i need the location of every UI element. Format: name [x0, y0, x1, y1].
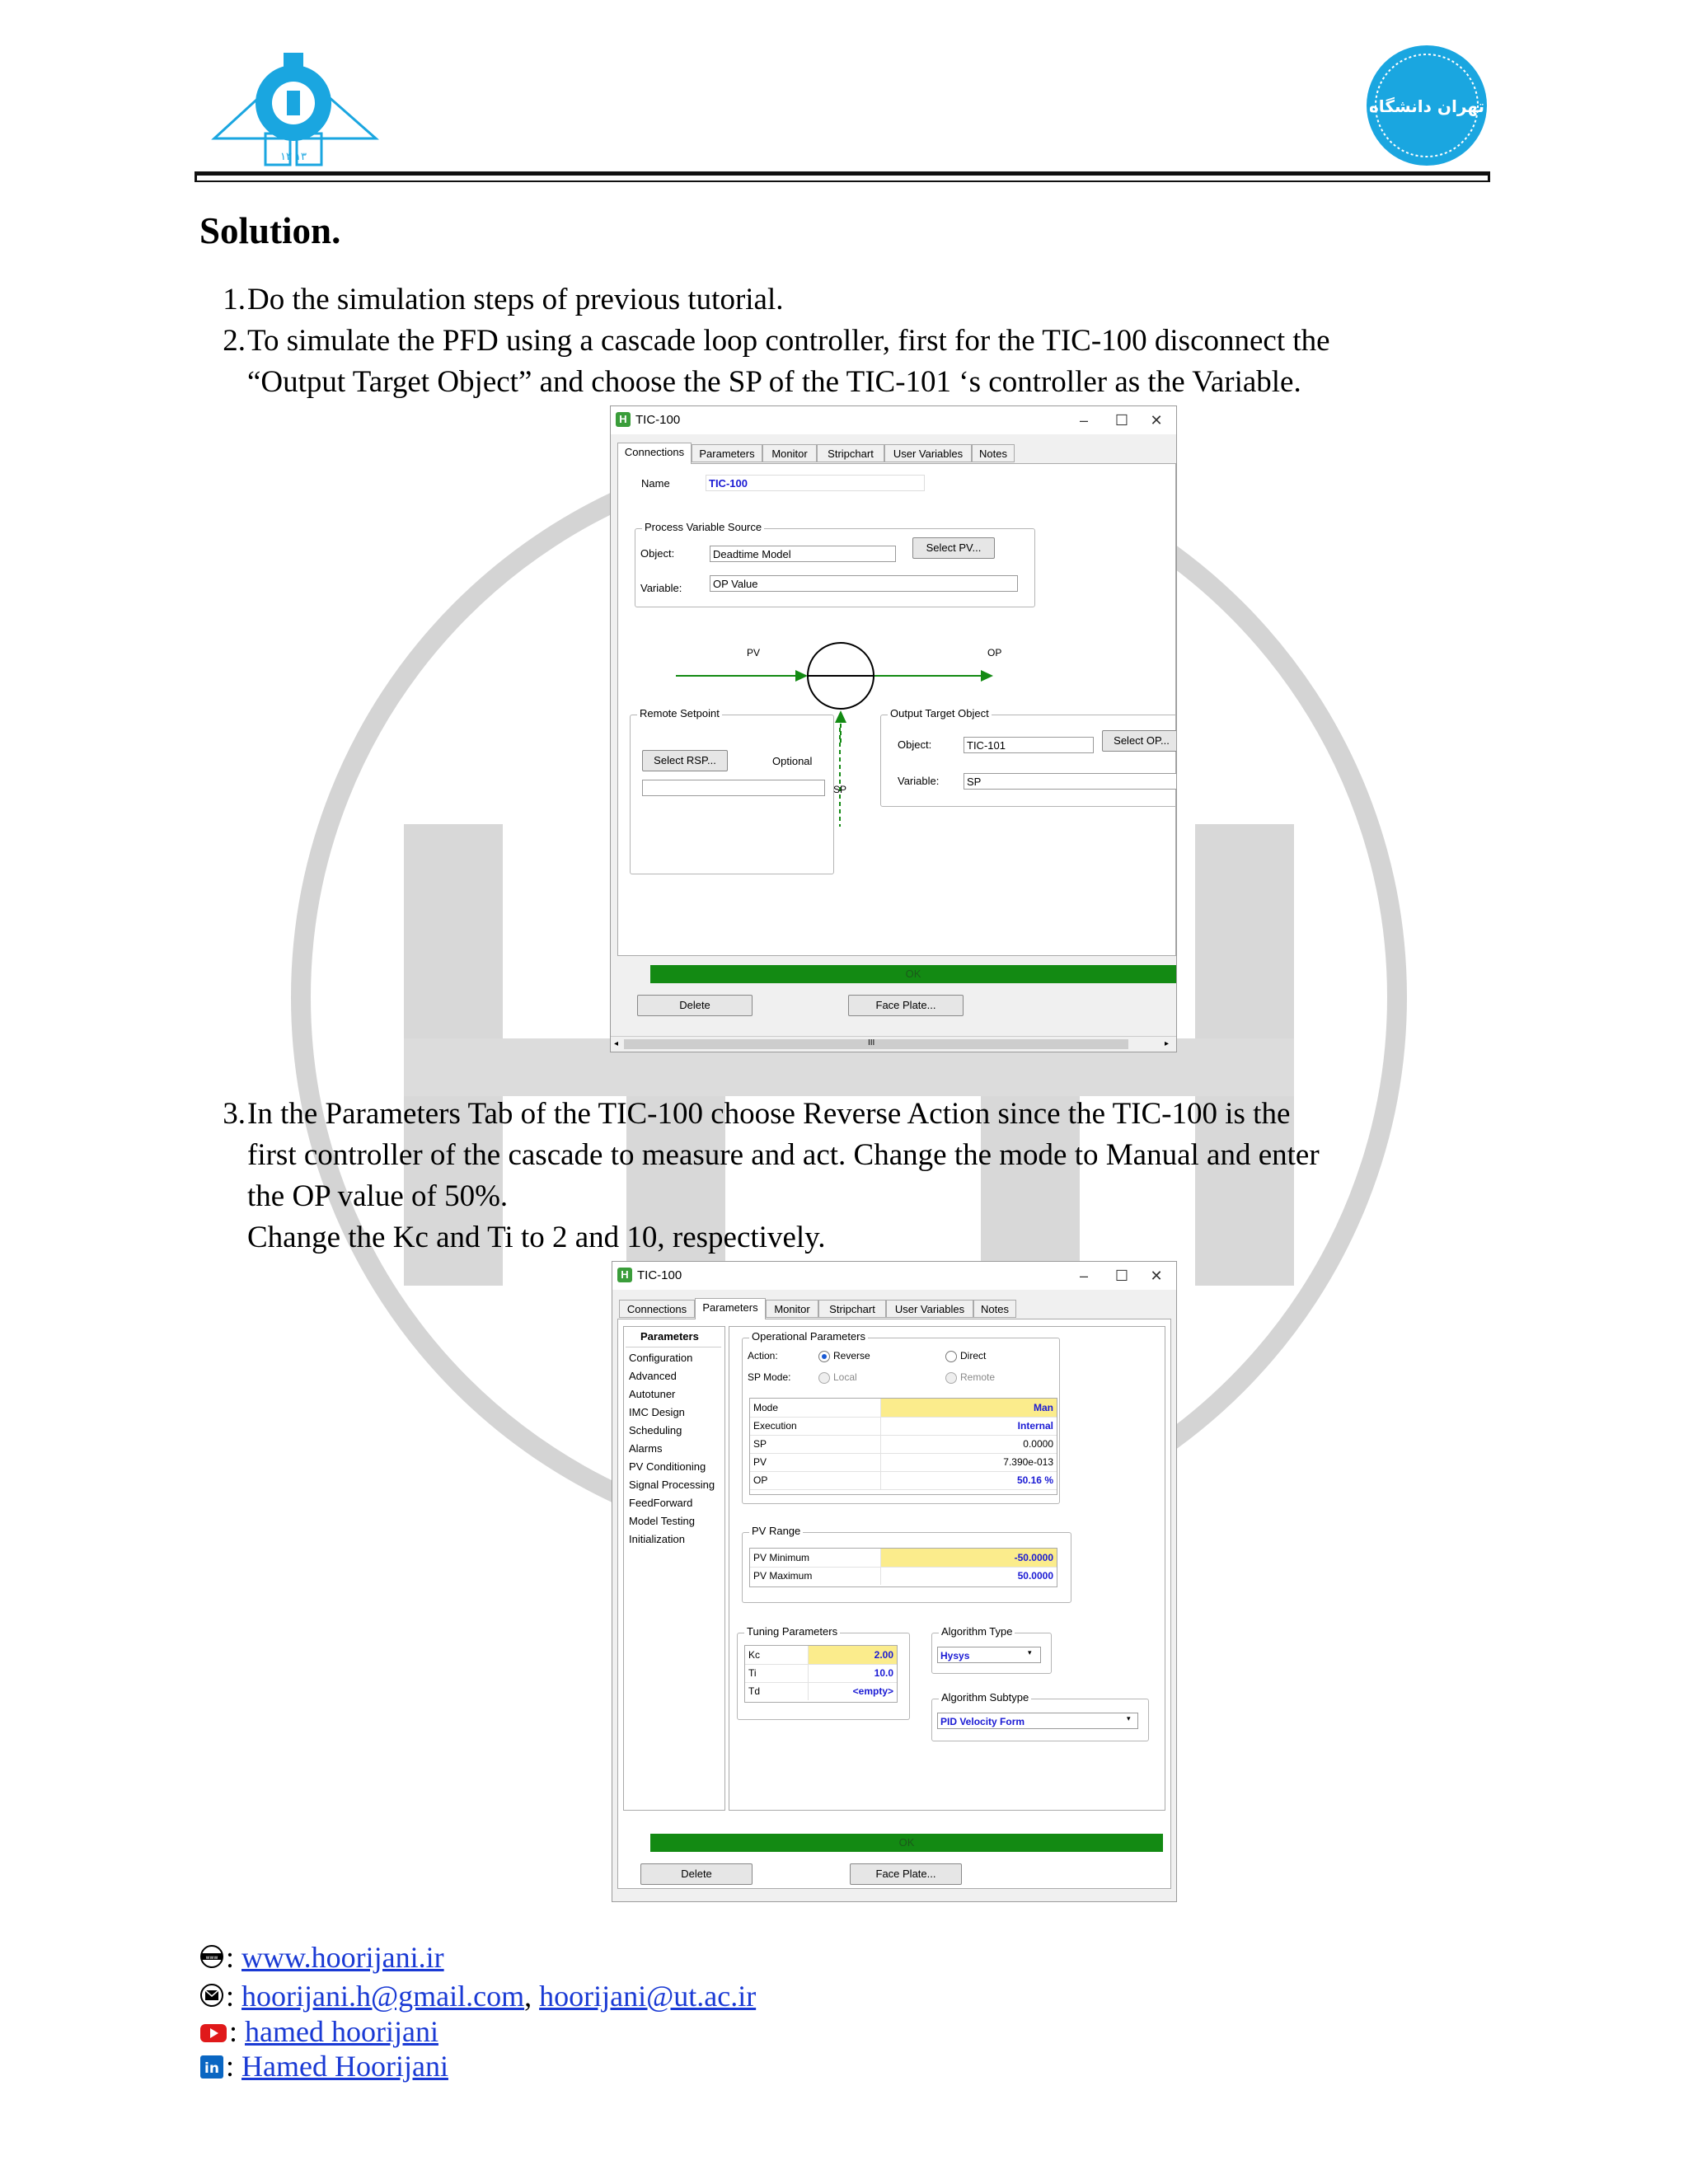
nav-item-configuration[interactable]: Configuration — [629, 1352, 693, 1364]
tab-monitor[interactable]: Monitor — [762, 444, 817, 462]
table-row[interactable] — [750, 1471, 1057, 1490]
youtube-icon — [199, 2020, 227, 2045]
reverse-label: Reverse — [833, 1350, 870, 1361]
email-link-ut[interactable]: hoorijani@ut.ac.ir — [539, 1980, 757, 2013]
group-title: Algorithm Subtype — [939, 1691, 1031, 1704]
chevron-down-icon[interactable]: ▾ — [1127, 1714, 1131, 1722]
mode-value[interactable]: Man — [1034, 1402, 1053, 1413]
table-row[interactable] — [745, 1664, 897, 1683]
close-icon[interactable]: ✕ — [1150, 1268, 1163, 1284]
sp-mode-label: SP Mode: — [748, 1371, 791, 1383]
remote-setpoint-group — [630, 707, 834, 874]
separator: : — [226, 1941, 235, 1974]
controller-window-parameters — [612, 1261, 1177, 1902]
table-row[interactable] — [750, 1435, 1057, 1454]
table-row[interactable] — [745, 1682, 897, 1700]
nav-item-pv-conditioning[interactable]: PV Conditioning — [629, 1460, 706, 1473]
tuning-parameters-group — [737, 1625, 910, 1720]
email-line — [226, 1979, 756, 2013]
hysys-app-icon: H — [617, 1268, 632, 1282]
group-title: Output Target Object — [888, 707, 992, 719]
step-text: To simulate the PFD using a cascade loop controller, first for the TIC-100 disconnect the — [247, 324, 1330, 358]
university-tehran-logo — [1364, 43, 1489, 168]
tab-user-variables[interactable]: User Variables — [886, 1300, 973, 1318]
table-row[interactable] — [750, 1453, 1057, 1472]
op-variable-field[interactable]: SP — [964, 773, 1177, 790]
tab-notes[interactable]: Notes — [973, 1300, 1016, 1318]
execution-value[interactable]: Internal — [1017, 1420, 1053, 1432]
action-label: Action: — [748, 1350, 778, 1361]
website-line — [226, 1940, 444, 1975]
select-op-button[interactable]: Select OP... — [1102, 730, 1177, 752]
status-ok-bar: OK — [650, 965, 1176, 983]
minimize-icon[interactable]: – — [1079, 412, 1088, 429]
object-label: Object: — [898, 738, 932, 751]
window-title: TIC-100 — [635, 413, 681, 427]
reverse-radio[interactable] — [818, 1351, 830, 1362]
name-input[interactable]: TIC-100 — [706, 475, 925, 491]
face-plate-button[interactable]: Face Plate... — [850, 1863, 962, 1885]
window-title: TIC-100 — [637, 1268, 682, 1282]
tab-stripchart[interactable]: Stripchart — [818, 1300, 886, 1318]
pv-range-table — [749, 1548, 1057, 1587]
maximize-icon[interactable]: ☐ — [1114, 1268, 1129, 1284]
svg-text:www: www — [205, 1955, 218, 1961]
group-title: Process Variable Source — [642, 521, 764, 533]
rsp-field[interactable] — [642, 780, 825, 796]
web-icon — [199, 1944, 224, 1969]
ti-value[interactable]: 10.0 — [874, 1667, 893, 1679]
table-row[interactable] — [745, 1646, 897, 1665]
step-text: first controller of the cascade to measure and act. Change the mode to Manual and enter — [247, 1138, 1320, 1172]
radio-dot — [822, 1354, 827, 1359]
algorithm-type-select[interactable]: Hysys — [937, 1647, 1041, 1663]
nav-item-scheduling[interactable]: Scheduling — [629, 1424, 682, 1436]
logo-right-text: تهران دانشگاه — [1369, 96, 1484, 116]
table-row[interactable] — [750, 1417, 1057, 1436]
nav-item-model-testing[interactable]: Model Testing — [629, 1515, 695, 1527]
tab-monitor[interactable]: Monitor — [766, 1300, 818, 1318]
delete-button[interactable]: Delete — [640, 1863, 753, 1885]
variable-label: Variable: — [640, 582, 682, 594]
algorithm-subtype-group — [931, 1691, 1149, 1741]
header-rule-bottom — [195, 180, 1490, 182]
delete-button[interactable]: Delete — [637, 995, 753, 1016]
title-bar — [611, 406, 1176, 434]
nav-item-imc-design[interactable]: IMC Design — [629, 1406, 685, 1418]
row-key: Kc — [748, 1649, 761, 1661]
row-key: PV Maximum — [753, 1570, 813, 1582]
logo-left-text: ۱۳ ۱۳ — [279, 151, 307, 163]
select-pv-button[interactable]: Select PV... — [912, 537, 995, 559]
scroll-left-icon[interactable]: ◂ — [614, 1039, 619, 1048]
name-label: Name — [641, 477, 670, 490]
row-key: Td — [748, 1685, 761, 1697]
remote-radio[interactable] — [945, 1372, 957, 1384]
pv-arrow-label: PV — [747, 647, 761, 658]
nav-item-advanced[interactable]: Advanced — [629, 1370, 677, 1382]
separator: : — [226, 1980, 235, 2013]
table-row[interactable] — [750, 1549, 1057, 1568]
tab-connections[interactable]: Connections — [617, 443, 692, 464]
step-text: Change the Kc and Ti to 2 and 10, respectively. — [247, 1221, 826, 1254]
group-title: Operational Parameters — [749, 1330, 868, 1343]
scroll-right-icon[interactable]: ▸ — [1165, 1039, 1170, 1048]
email-link-gmail[interactable]: hoorijani.h@gmail.com — [241, 1980, 525, 2013]
direct-label: Direct — [960, 1350, 987, 1361]
sp-label: SP — [833, 784, 847, 795]
row-key: SP — [753, 1438, 767, 1450]
optional-label: Optional — [772, 755, 813, 767]
nav-item-autotuner[interactable]: Autotuner — [629, 1388, 676, 1400]
pv-minimum-value[interactable]: -50.0000 — [1014, 1552, 1053, 1563]
parameters-panel — [617, 1319, 1171, 1889]
close-icon[interactable]: ✕ — [1150, 412, 1163, 429]
svg-text:in: in — [204, 2060, 219, 2077]
group-title: PV Range — [749, 1525, 803, 1537]
row-key: Execution — [753, 1420, 797, 1432]
tab-connections[interactable]: Connections — [619, 1300, 695, 1318]
pv-source-group — [635, 521, 1035, 607]
tab-parameters[interactable]: Parameters — [692, 444, 762, 462]
step-text: “Output Target Object” and choose the SP of the TIC-101 ‘s controller as the Variable. — [247, 365, 1301, 399]
row-key: PV Minimum — [753, 1552, 810, 1563]
remote-label: Remote — [960, 1371, 996, 1383]
nav-item-alarms[interactable]: Alarms — [629, 1442, 663, 1455]
step-number: 1. — [223, 283, 246, 316]
pv-maximum-value[interactable]: 50.0000 — [1017, 1570, 1053, 1582]
step-number: 2. — [223, 324, 246, 358]
nav-item-initialization[interactable]: Initialization — [629, 1533, 685, 1545]
row-key: OP — [753, 1474, 768, 1486]
direct-radio[interactable] — [945, 1351, 957, 1362]
td-value[interactable]: <empty> — [852, 1685, 893, 1697]
email-icon — [199, 1983, 224, 2008]
maximize-icon[interactable]: ☐ — [1114, 412, 1129, 429]
kc-value[interactable]: 2.00 — [874, 1649, 893, 1661]
parameters-nav — [623, 1326, 725, 1811]
local-radio[interactable] — [818, 1372, 830, 1384]
column-divider — [880, 1399, 881, 1489]
section-heading: Solution. — [199, 210, 341, 251]
separator: : — [226, 2050, 235, 2083]
title-bar — [612, 1262, 1176, 1290]
table-row[interactable] — [750, 1567, 1057, 1585]
variable-label: Variable: — [898, 775, 940, 787]
pv-variable-field[interactable]: OP Value — [710, 575, 1018, 592]
step-text: In the Parameters Tab of the TIC-100 choose Reverse Action since the TIC-100 is the — [247, 1097, 1291, 1131]
tab-stripchart[interactable]: Stripchart — [817, 444, 884, 462]
algorithm-type-group — [931, 1625, 1052, 1674]
local-label: Local — [833, 1371, 857, 1383]
table-row[interactable] — [750, 1399, 1057, 1418]
step-text: Do the simulation steps of previous tutorial. — [247, 283, 784, 316]
connections-panel — [617, 463, 1176, 956]
nav-title: Parameters — [640, 1330, 699, 1343]
header-rule-top — [195, 171, 1490, 176]
comma: , — [524, 1980, 532, 2013]
row-key: Mode — [753, 1402, 779, 1413]
object-label: Object: — [640, 547, 675, 560]
column-divider — [880, 1549, 881, 1585]
chevron-down-icon[interactable]: ▾ — [1028, 1648, 1032, 1657]
operational-table — [749, 1398, 1057, 1495]
status-ok-bar: OK — [650, 1834, 1163, 1852]
op-object-field[interactable]: TIC-101 — [964, 737, 1094, 753]
university-left-logo — [211, 41, 380, 169]
pv-value: 7.390e-013 — [1003, 1456, 1053, 1468]
sp-value[interactable]: 0.0000 — [1023, 1438, 1053, 1450]
op-arrow-label: OP — [987, 647, 1002, 658]
sp-dashed-line — [836, 728, 844, 827]
website-link[interactable]: www.hoorijani.ir — [241, 1941, 444, 1974]
column-divider — [808, 1646, 809, 1700]
face-plate-button[interactable]: Face Plate... — [848, 995, 964, 1016]
tab-notes[interactable]: Notes — [972, 444, 1015, 462]
op-value[interactable]: 50.16 % — [1016, 1474, 1053, 1486]
controller-window-connections — [610, 405, 1177, 1052]
linkedin-line — [226, 2049, 448, 2083]
linkedin-link[interactable]: Hamed Hoorijani — [241, 2050, 448, 2083]
nav-item-feedforward[interactable]: FeedForward — [629, 1497, 693, 1509]
horizontal-scrollbar[interactable] — [611, 1036, 1176, 1052]
output-target-group — [880, 707, 1177, 807]
linkedin-icon — [199, 2055, 224, 2079]
operational-parameters-group — [742, 1330, 1060, 1504]
hysys-app-icon: H — [616, 412, 631, 427]
pv-object-field[interactable]: Deadtime Model — [710, 546, 896, 562]
youtube-link[interactable]: hamed hoorijani — [245, 2015, 438, 2048]
group-title: Remote Setpoint — [637, 707, 722, 719]
tab-user-variables[interactable]: User Variables — [884, 444, 972, 462]
cell-highlight — [880, 1399, 1057, 1417]
tuning-table — [744, 1645, 898, 1703]
row-key: Ti — [748, 1667, 757, 1679]
select-rsp-button[interactable]: Select RSP... — [642, 750, 728, 771]
step-number: 3. — [223, 1097, 246, 1131]
youtube-line — [229, 2014, 438, 2049]
scroll-thumb[interactable] — [624, 1039, 1128, 1049]
scroll-grip: III — [868, 1038, 875, 1047]
pv-range-group — [742, 1525, 1071, 1603]
group-title: Algorithm Type — [939, 1625, 1015, 1638]
nav-item-signal-processing[interactable]: Signal Processing — [629, 1479, 715, 1491]
group-title: Tuning Parameters — [744, 1625, 840, 1638]
step-text: the OP value of 50%. — [247, 1179, 509, 1213]
tab-parameters[interactable]: Parameters — [695, 1298, 766, 1319]
row-key: PV — [753, 1456, 767, 1468]
separator: : — [229, 2015, 238, 2048]
minimize-icon[interactable]: – — [1079, 1268, 1088, 1284]
algorithm-subtype-select[interactable]: PID Velocity Form — [937, 1713, 1138, 1729]
